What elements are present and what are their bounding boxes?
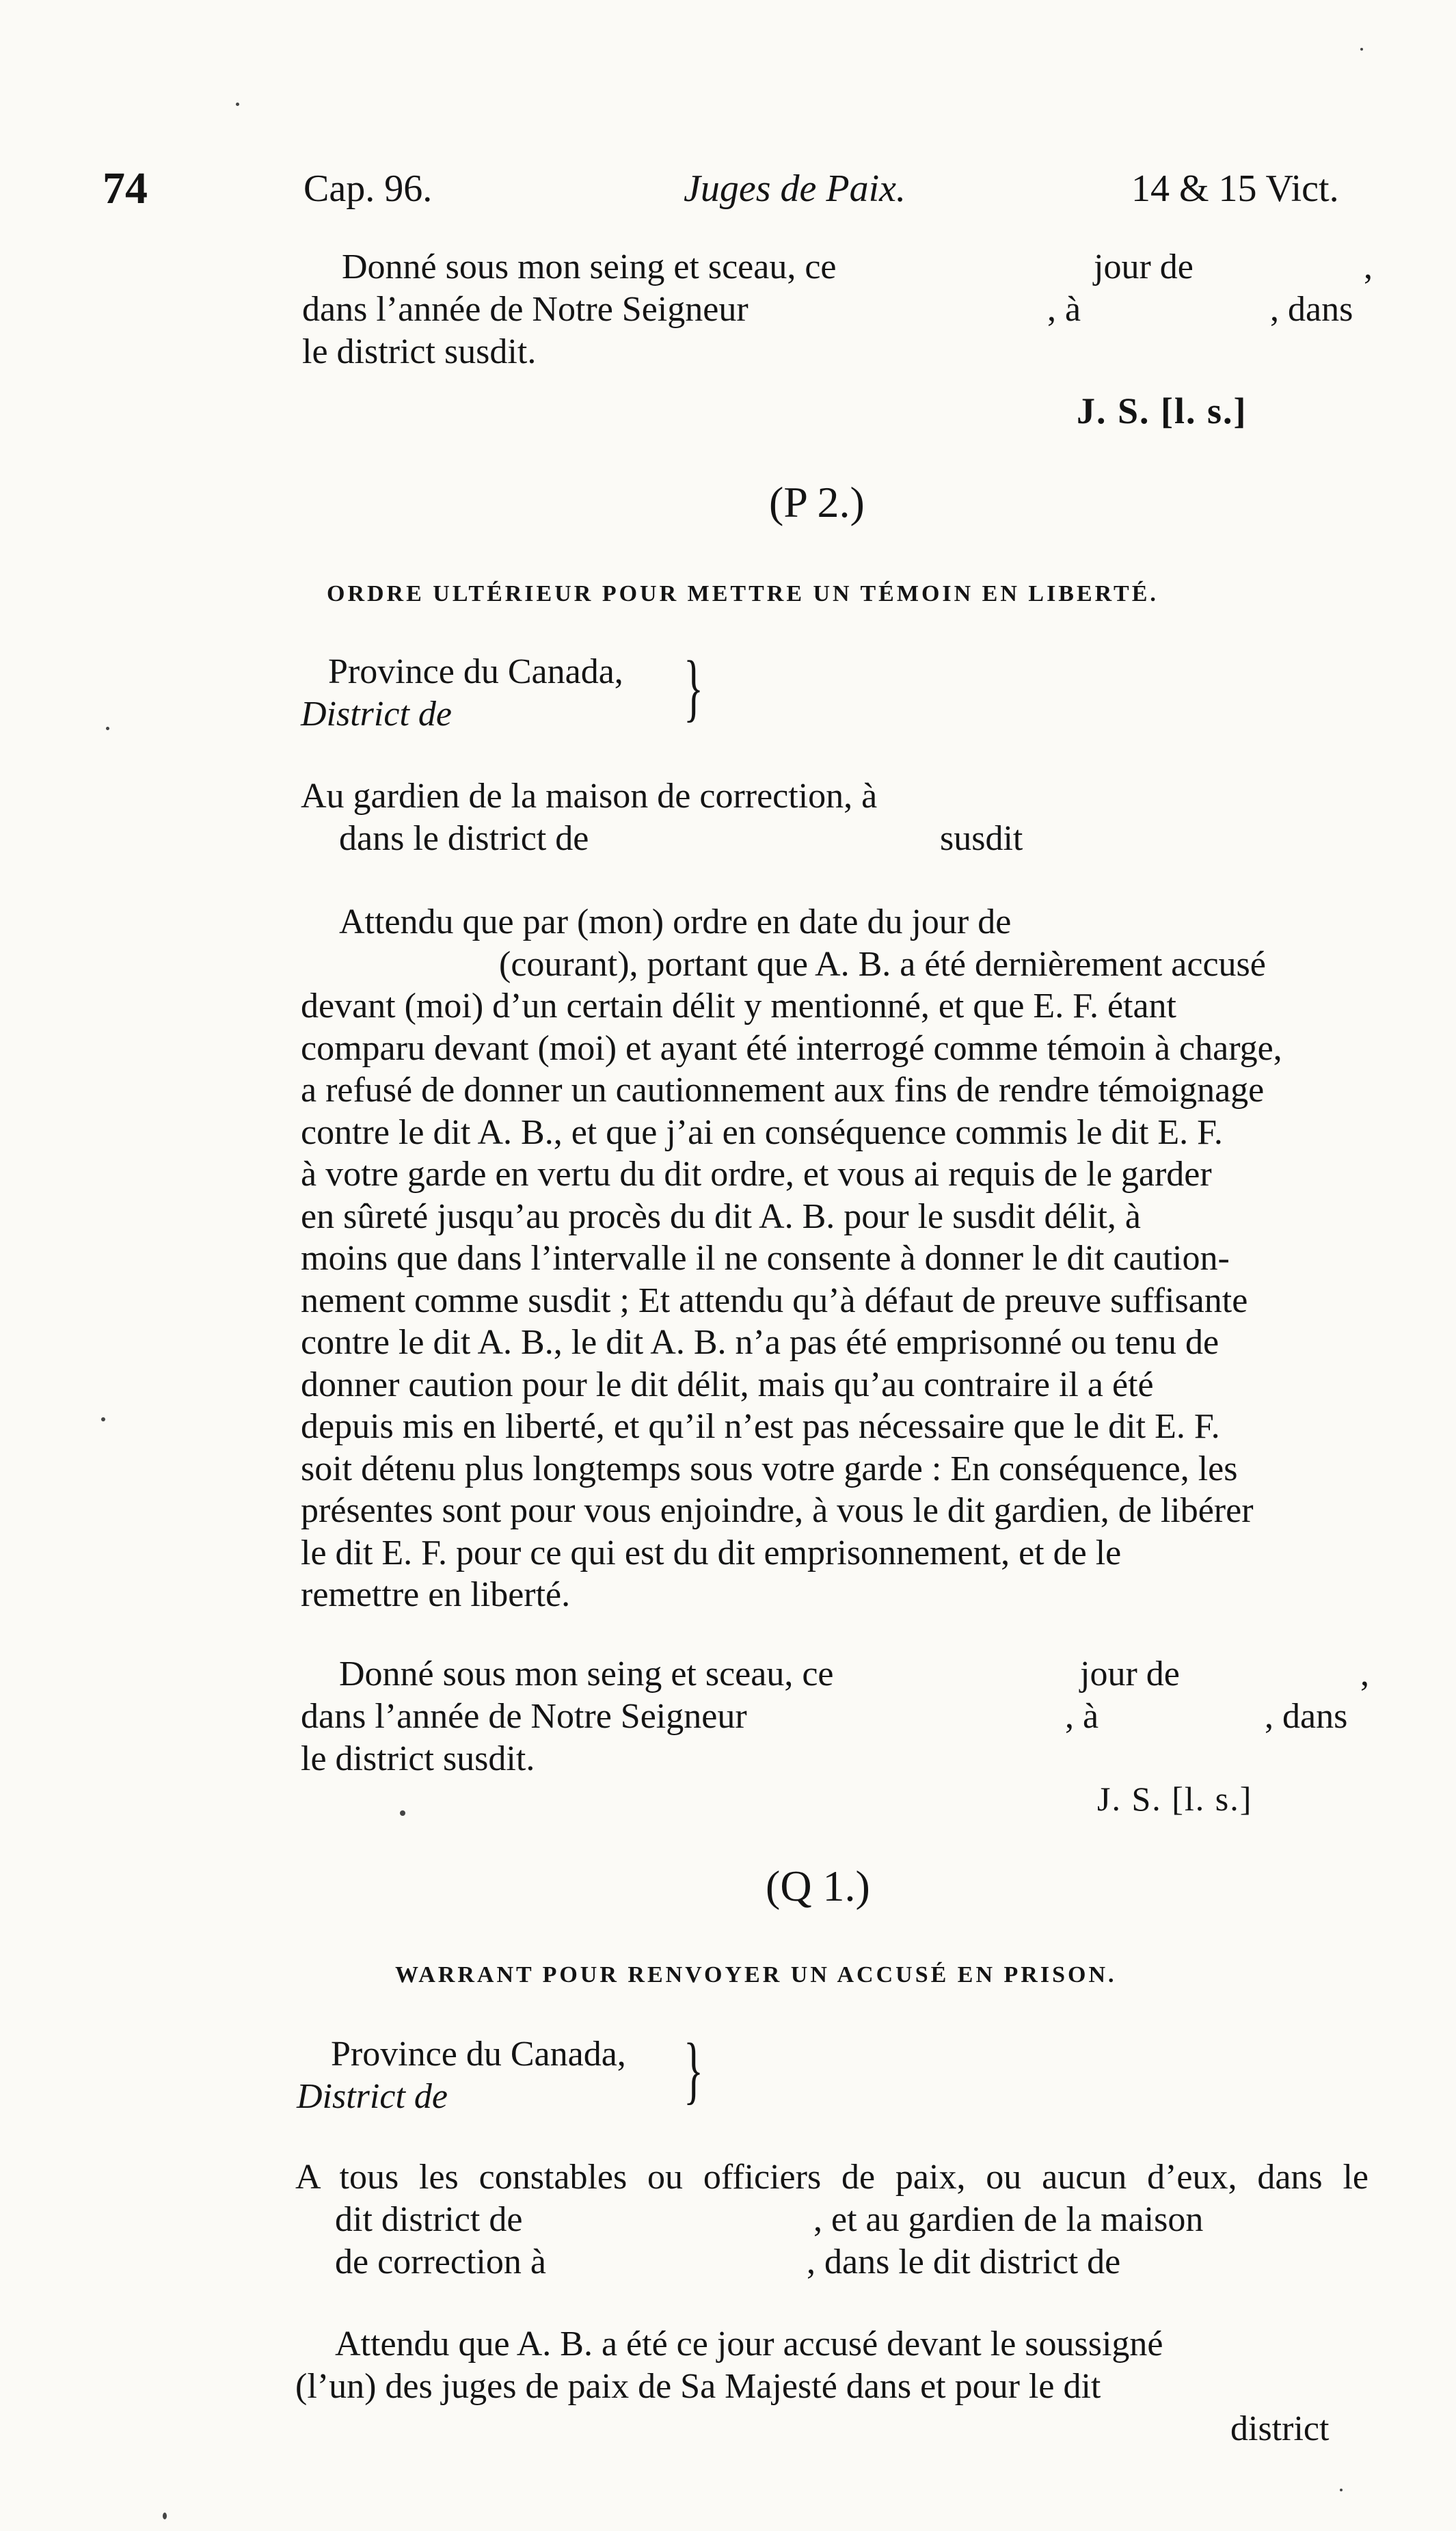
scan-speck <box>236 103 239 106</box>
closing-text: dans l’année de Notre Seigneur <box>301 1697 747 1736</box>
text-line: en sûreté jusqu’au procès du dit A. B. pour le susdit délit, à <box>301 1196 1142 1236</box>
chapter-label: Cap. 96. <box>304 168 433 210</box>
scan-speck <box>163 2513 167 2519</box>
venue-province: Province du Canada, <box>331 2035 626 2074</box>
running-title: Juges de Paix. <box>684 168 906 210</box>
signature-mark: J. S. [l. s.] <box>1077 390 1248 431</box>
closing-text: , dans <box>1270 290 1353 329</box>
text-line: contre le dit A. B., et que j’ai en conséquence commis le dit E. F. <box>301 1112 1223 1152</box>
closing-text: Donné sous mon seing et sceau, ce <box>342 247 837 286</box>
text-line: donner caution pour le dit délit, mais qu’au contraire il a été <box>301 1365 1154 1404</box>
form-title: ORDRE ULTÉRIEUR POUR METTRE UN TÉMOIN EN LIBERTÉ. <box>327 581 1159 606</box>
closing-text: , dans <box>1265 1697 1348 1736</box>
closing-text: jour de <box>1094 247 1194 286</box>
catchword: district <box>1230 2409 1330 2448</box>
closing-text: , <box>1360 1655 1369 1693</box>
address-line: dans le district de <box>339 819 589 858</box>
text-line: Attendu que A. B. a été ce jour accusé devant le soussigné <box>335 2325 1163 2363</box>
venue-district: District de <box>301 695 452 734</box>
address-line: , et au gardien de la maison <box>813 2200 1204 2239</box>
closing-text: , <box>1364 247 1373 286</box>
address-line: Au gardien de la maison de correction, à <box>301 777 878 816</box>
text-line: Attendu que par (mon) ordre en date du jour de <box>339 902 1012 941</box>
text-line: A tous les constables ou officiers de paix, ou aucun d’eux, dans le <box>295 2158 1369 2197</box>
address-line: susdit <box>940 819 1023 858</box>
text-line: (l’un) des juges de paix de Sa Majesté dans et pour le dit <box>295 2367 1101 2406</box>
scan-speck <box>400 1810 405 1816</box>
scan-speck <box>106 727 109 730</box>
text-line: soit détenu plus longtemps sous votre garde : En conséquence, les <box>301 1449 1238 1488</box>
form-title: WARRANT POUR RENVOYER UN ACCUSÉ EN PRISON. <box>395 1962 1117 1987</box>
body-paragraph <box>301 901 1367 1616</box>
closing-text: jour de <box>1080 1655 1180 1693</box>
scan-speck <box>1360 48 1363 51</box>
venue-province: Province du Canada, <box>328 652 623 691</box>
venue-district: District de <box>297 2077 448 2116</box>
text-line: (courant), portant que A. B. a été dernièrement accusé <box>499 944 1266 984</box>
regnal-year: 14 & 15 Vict. <box>1131 168 1339 210</box>
text-line: contre le dit A. B., le dit A. B. n’a pas été emprisonné ou tenu de <box>301 1323 1219 1362</box>
text-line: moins que dans l’intervalle il ne consente à donner le dit caution- <box>301 1239 1230 1278</box>
form-heading: (P 2.) <box>769 478 865 526</box>
address-line <box>295 2156 1369 2199</box>
closing-text: , à <box>1065 1697 1099 1736</box>
text-line: devant (moi) d’un certain délit y mentionné, et que E. F. étant <box>301 987 1177 1026</box>
scan-speck <box>1340 2489 1343 2491</box>
closing-text: dans l’année de Notre Seigneur <box>302 290 749 329</box>
venue-brace: } <box>684 645 704 729</box>
closing-text: le district susdit. <box>301 1739 535 1778</box>
text-line: comparu devant (moi) et ayant été interrogé comme témoin à charge, <box>301 1028 1282 1068</box>
text-line: depuis mis en liberté, et qu’il n’est pas nécessaire que le dit E. F. <box>301 1407 1220 1446</box>
venue-brace: } <box>684 2028 704 2111</box>
page-number: 74 <box>103 163 148 213</box>
address-line: dit district de <box>335 2200 523 2239</box>
text-line: a refusé de donner un cautionnement aux fins de rendre témoignage <box>301 1071 1265 1110</box>
signature-mark: J. S. [l. s.] <box>1097 1780 1253 1818</box>
text-line: présentes sont pour vous enjoindre, à vous le dit gardien, de libérer <box>301 1491 1254 1530</box>
closing-text: Donné sous mon seing et sceau, ce <box>339 1655 834 1693</box>
closing-text: , à <box>1047 290 1081 329</box>
form-heading: (Q 1.) <box>766 1862 870 1910</box>
closing-text: le district susdit. <box>302 332 537 371</box>
text-line: à votre garde en vertu du dit ordre, et vous ai requis de le garder <box>301 1155 1212 1194</box>
text-line: nement comme susdit ; Et attendu qu’à défaut de preuve suffisante <box>301 1281 1248 1320</box>
text-line: le dit E. F. pour ce qui est du dit emprisonnement, et de le <box>301 1533 1122 1572</box>
address-line: de correction à <box>335 2242 546 2281</box>
address-line: , dans le dit district de <box>807 2242 1121 2281</box>
scan-speck <box>101 1417 105 1421</box>
text-line: remettre en liberté. <box>301 1575 571 1614</box>
